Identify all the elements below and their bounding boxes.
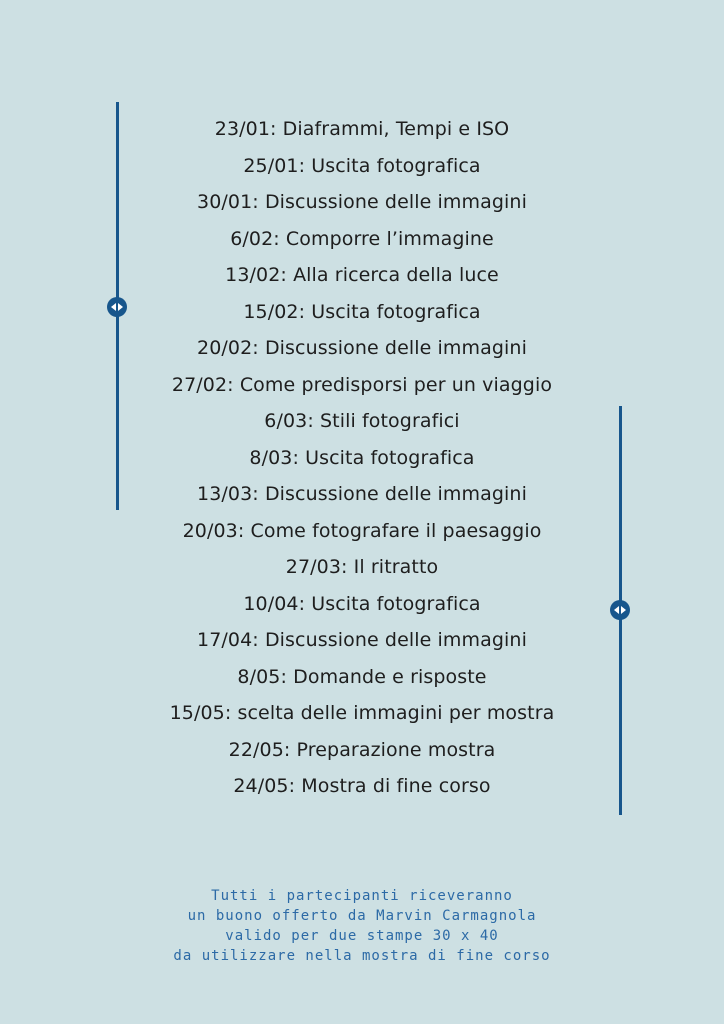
schedule-item: 15/02: Uscita fotografica xyxy=(243,300,481,323)
voucher-note-line: da utilizzare nella mostra di fine corso xyxy=(173,948,551,964)
schedule-item: 15/05: scelta delle immagini per mostra xyxy=(169,702,555,724)
schedule-item: 8/05: Domande e risposte xyxy=(237,665,487,688)
schedule-item: 17/04: Discussione delle immagini xyxy=(197,629,527,651)
schedule-item: 10/04: Uscita fotografica xyxy=(243,592,481,615)
voucher-note-line: un buono offerto da Marvin Carmagnola xyxy=(187,908,537,924)
schedule-item: 6/03: Stili fotografici xyxy=(264,410,460,432)
schedule-item: 27/03: Il ritratto xyxy=(285,556,439,578)
schedule-item: 22/05: Preparazione mostra xyxy=(228,738,496,761)
schedule-item: 24/05: Mostra di fine corso xyxy=(233,775,491,797)
schedule-item: 13/02: Alla ricerca della luce xyxy=(225,264,499,286)
schedule-item: 6/02: Comporre l’immagine xyxy=(230,227,494,250)
voucher-note xyxy=(0,886,724,966)
schedule-item: 23/01: Diaframmi, Tempi e ISO xyxy=(214,118,510,140)
schedule-item: 25/01: Uscita fotografica xyxy=(243,154,481,177)
schedule-item: 27/02: Come predisporsi per un viaggio xyxy=(171,373,553,396)
voucher-note-line: valido per due stampe 30 x 40 xyxy=(225,928,499,944)
course-schedule-list xyxy=(0,111,724,805)
schedule-item: 20/02: Discussione delle immagini xyxy=(197,337,527,359)
schedule-item: 20/03: Come fotografare il paesaggio xyxy=(182,519,542,542)
schedule-item: 8/03: Uscita fotografica xyxy=(249,446,475,469)
schedule-item: 13/03: Discussione delle immagini xyxy=(197,483,527,505)
schedule-item: 30/01: Discussione delle immagini xyxy=(197,191,527,213)
voucher-note-line: Tutti i partecipanti riceveranno xyxy=(211,888,513,904)
